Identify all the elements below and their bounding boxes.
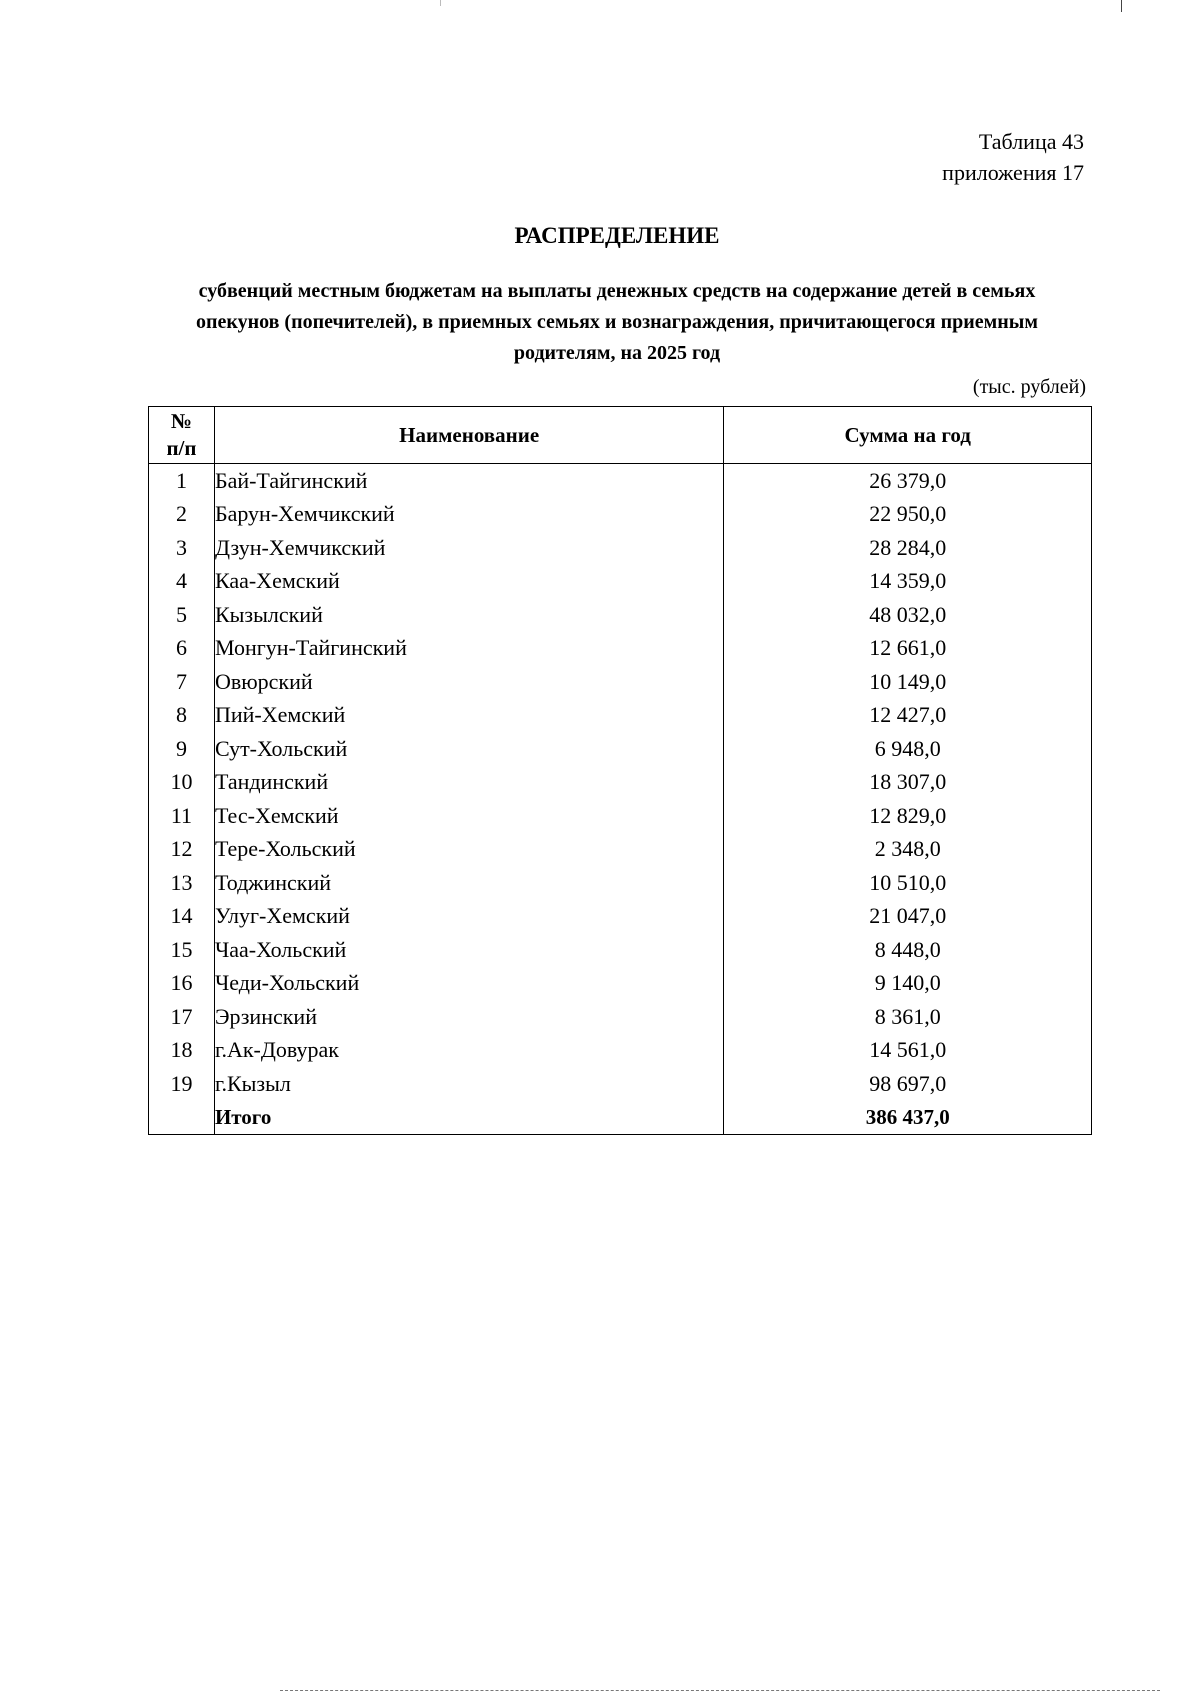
row-name: Пий-Хемский [214,699,723,733]
row-sum: 21 047,0 [724,900,1092,934]
total-label: Итого [214,1101,723,1135]
table-row [149,464,1092,498]
row-sum: 98 697,0 [724,1067,1092,1101]
table-row [149,866,1092,900]
column-header-sum: Сумма на год [724,407,1092,464]
total-number [149,1101,215,1135]
table-row [149,732,1092,766]
row-sum: 9 140,0 [724,967,1092,1001]
table-row [149,900,1092,934]
table-row [149,1034,1092,1068]
row-name: Тес-Хемский [214,799,723,833]
row-sum: 6 948,0 [724,732,1092,766]
scan-mark-bottom [280,1690,1160,1691]
row-name: Эрзинский [214,1000,723,1034]
row-number: 13 [149,866,215,900]
table-reference [942,126,1084,188]
row-number: 10 [149,766,215,800]
appendix-number: приложения 17 [942,160,1084,185]
row-name: Чаа-Хольский [214,933,723,967]
row-sum: 26 379,0 [724,464,1092,498]
table-row [149,967,1092,1001]
table-row [149,565,1092,599]
row-number: 9 [149,732,215,766]
table-row [149,766,1092,800]
column-header-number-symbol: № [170,409,193,433]
column-header-number-abbr: п/п [166,436,197,460]
row-name: Монгун-Тайгинский [214,632,723,666]
row-name: Бай-Тайгинский [214,464,723,498]
row-sum: 8 448,0 [724,933,1092,967]
table-row [149,799,1092,833]
total-sum: 386 437,0 [724,1101,1092,1135]
row-sum: 10 149,0 [724,665,1092,699]
row-sum: 2 348,0 [724,833,1092,867]
row-name: Тоджинский [214,866,723,900]
table-body [149,464,1092,1135]
row-name: Тере-Хольский [214,833,723,867]
row-sum: 12 829,0 [724,799,1092,833]
scan-mark-right [1121,0,1123,12]
row-number: 16 [149,967,215,1001]
row-sum: 18 307,0 [724,766,1092,800]
table-row [149,531,1092,565]
column-header-number [149,407,215,464]
row-name: г.Ак-Довурак [214,1034,723,1068]
table-total-row [149,1101,1092,1135]
row-sum: 12 661,0 [724,632,1092,666]
table-row [149,598,1092,632]
row-number: 6 [149,632,215,666]
row-number: 12 [149,833,215,867]
row-sum: 14 561,0 [724,1034,1092,1068]
row-number: 15 [149,933,215,967]
units-label: (тыс. рублей) [972,376,1086,398]
subtitle-line-1: субвенций местным бюджетам на выплаты денежных средств на содержание детей в семьях [198,280,1036,302]
row-number: 8 [149,699,215,733]
document-subtitle [150,276,1084,369]
row-sum: 28 284,0 [724,531,1092,565]
table-row [149,632,1092,666]
table-row [149,699,1092,733]
table-number: Таблица 43 [978,129,1084,154]
row-name: Тандинский [214,766,723,800]
row-number: 14 [149,900,215,934]
row-sum: 22 950,0 [724,498,1092,532]
row-number: 19 [149,1067,215,1101]
table-header-row [149,407,1092,464]
row-sum: 48 032,0 [724,598,1092,632]
row-name: Барун-Хемчикский [214,498,723,532]
distribution-table [148,406,1092,1135]
subtitle-line-2: опекунов (попечителей), в приемных семьях и вознаграждения, причитающегося приемным [195,311,1039,333]
row-number: 5 [149,598,215,632]
row-sum: 14 359,0 [724,565,1092,599]
table-row [149,1067,1092,1101]
row-name: Улуг-Хемский [214,900,723,934]
table-row [149,498,1092,532]
row-name: г.Кызыл [214,1067,723,1101]
column-header-name: Наименование [214,407,723,464]
row-sum: 12 427,0 [724,699,1092,733]
row-number: 2 [149,498,215,532]
row-number: 3 [149,531,215,565]
row-number: 11 [149,799,215,833]
table-row [149,665,1092,699]
row-number: 7 [149,665,215,699]
table-row [149,1000,1092,1034]
row-name: Дзун-Хемчикский [214,531,723,565]
row-number: 17 [149,1000,215,1034]
row-name: Овюрский [214,665,723,699]
row-name: Кызылский [214,598,723,632]
row-name: Чеди-Хольский [214,967,723,1001]
scan-mark-top [440,0,441,6]
row-sum: 10 510,0 [724,866,1092,900]
row-number: 18 [149,1034,215,1068]
row-name: Каа-Хемский [214,565,723,599]
table-row [149,833,1092,867]
row-number: 4 [149,565,215,599]
row-number: 1 [149,464,215,498]
document-title: РАСПРЕДЕЛЕНИЕ [514,223,720,248]
subtitle-line-3: родителям, на 2025 год [513,342,721,364]
table-row [149,933,1092,967]
row-sum: 8 361,0 [724,1000,1092,1034]
row-name: Сут-Хольский [214,732,723,766]
